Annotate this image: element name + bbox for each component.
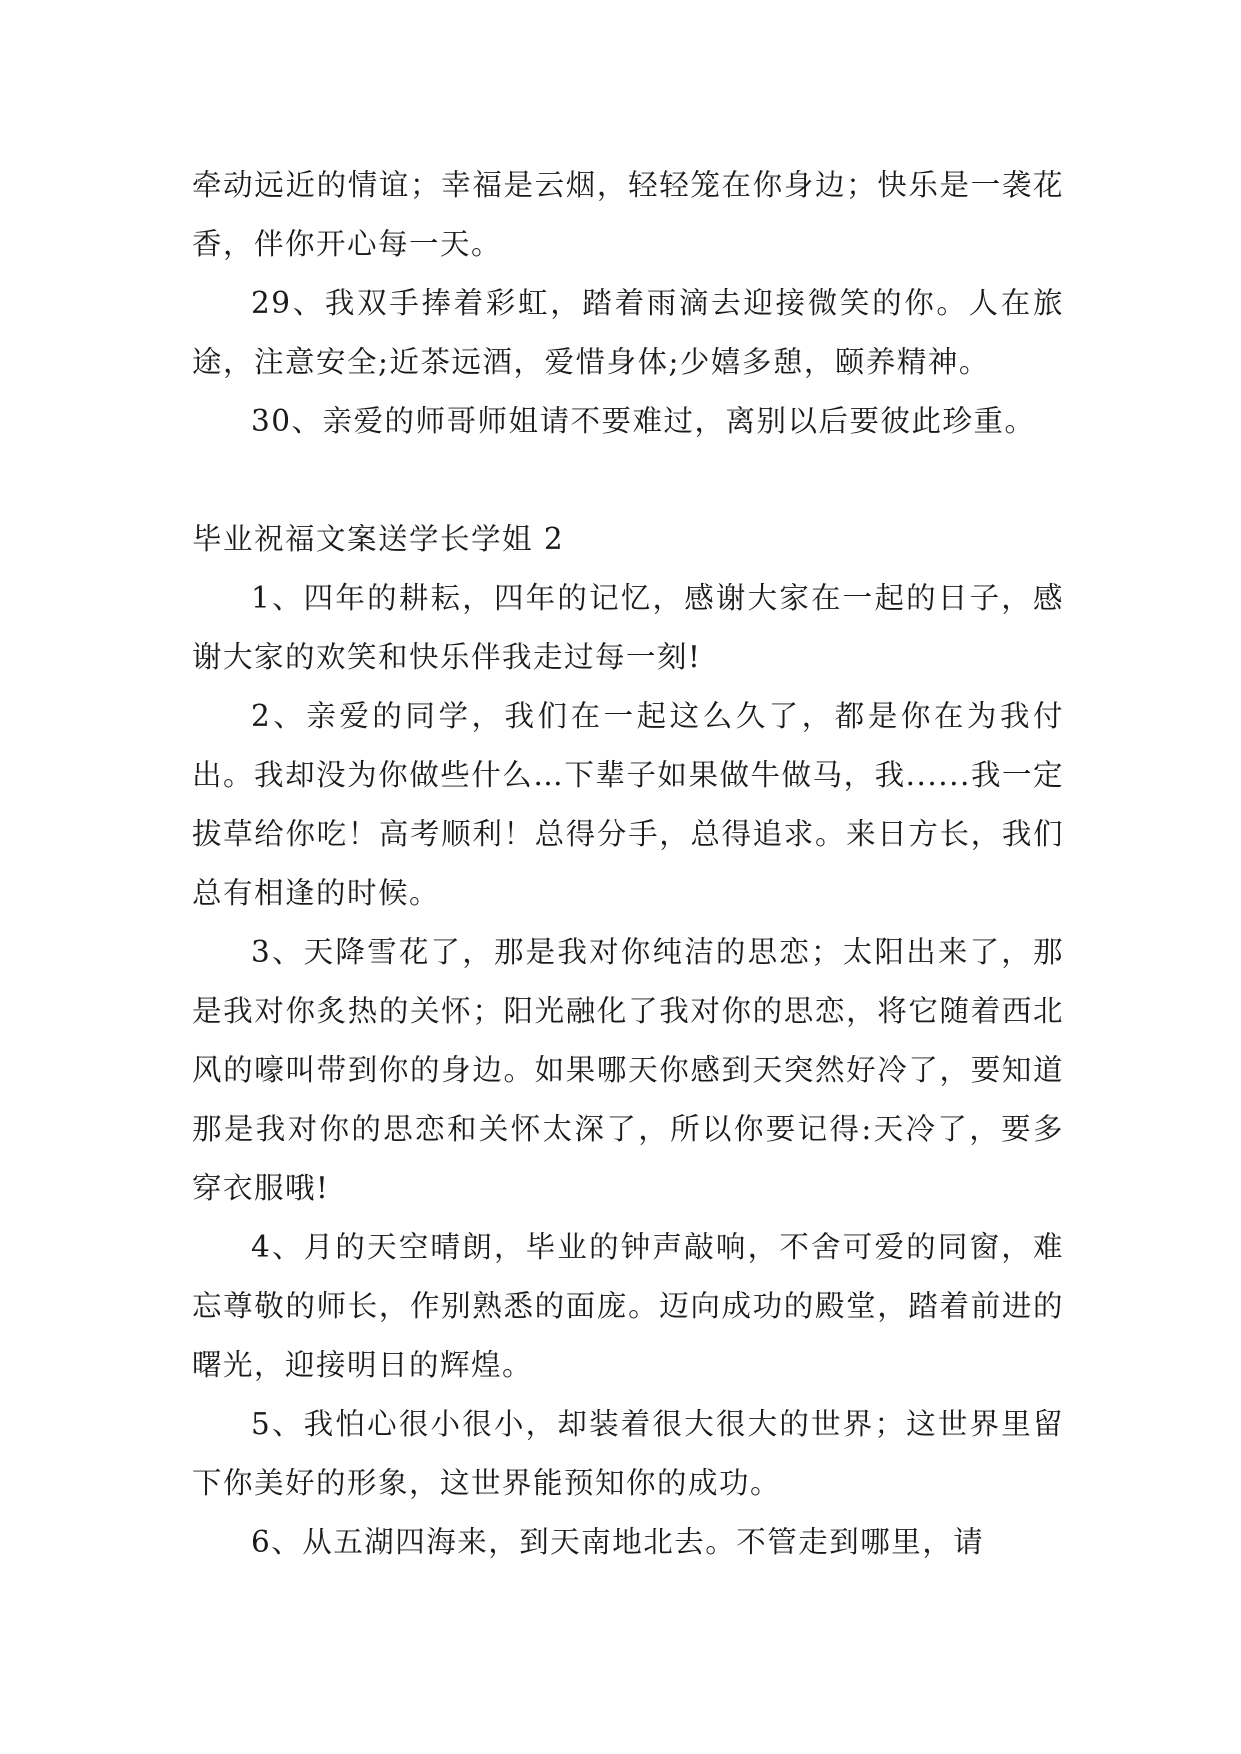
list-item: 6、从五湖四海来，到天南地北去。不管走到哪里，请 xyxy=(251,1525,985,1559)
list-item: 30、亲爱的师哥师姐请不要难过，离别以后要彼此珍重。 xyxy=(251,404,1036,438)
document-body xyxy=(192,156,1064,1572)
list-item: 1、四年的耕耘，四年的记忆，感谢大家在一起的日子，感谢大家的欢笑和快乐伴我走过每一刻! xyxy=(192,581,1064,674)
list-item: 5、我怕心很小很小，却装着很大很大的世界；这世界里留下你美好的形象，这世界能预知你的成功。 xyxy=(192,1407,1064,1500)
list-item: 29、我双手捧着彩虹，踏着雨滴去迎接微笑的你。人在旅途，注意安全;近茶远酒，爱惜身体;少嬉多憩，颐养精神。 xyxy=(192,286,1064,379)
paragraph-continued: 牵动远近的情谊；幸福是云烟，轻轻笼在你身边；快乐是一袭花香，伴你开心每一天。 xyxy=(192,168,1064,261)
list-item: 4、月的天空晴朗，毕业的钟声敲响，不舍可爱的同窗，难忘尊敬的师长，作别熟悉的面庞。迈向成功的殿堂，踏着前进的曙光，迎接明日的辉煌。 xyxy=(192,1230,1064,1382)
list-item: 3、天降雪花了，那是我对你纯洁的思恋；太阳出来了，那是我对你炙热的关怀；阳光融化了我对你的思恋，将它随着西北风的嚎叫带到你的身边。如果哪天你感到天突然好冷了，要知道那是我对你的思恋和关怀太深了，所以你要记得:天冷了，要多穿衣服哦! xyxy=(192,935,1064,1205)
list-item: 2、亲爱的同学，我们在一起这么久了，都是你在为我付出。我却没为你做些什么…下辈子如果做牛做马，我......我一定拔草给你吃！高考顺利！总得分手，总得追求。来日方长，我们总有相逢的时候。 xyxy=(192,699,1064,910)
section-heading: 毕业祝福文案送学长学姐 2 xyxy=(192,522,565,556)
